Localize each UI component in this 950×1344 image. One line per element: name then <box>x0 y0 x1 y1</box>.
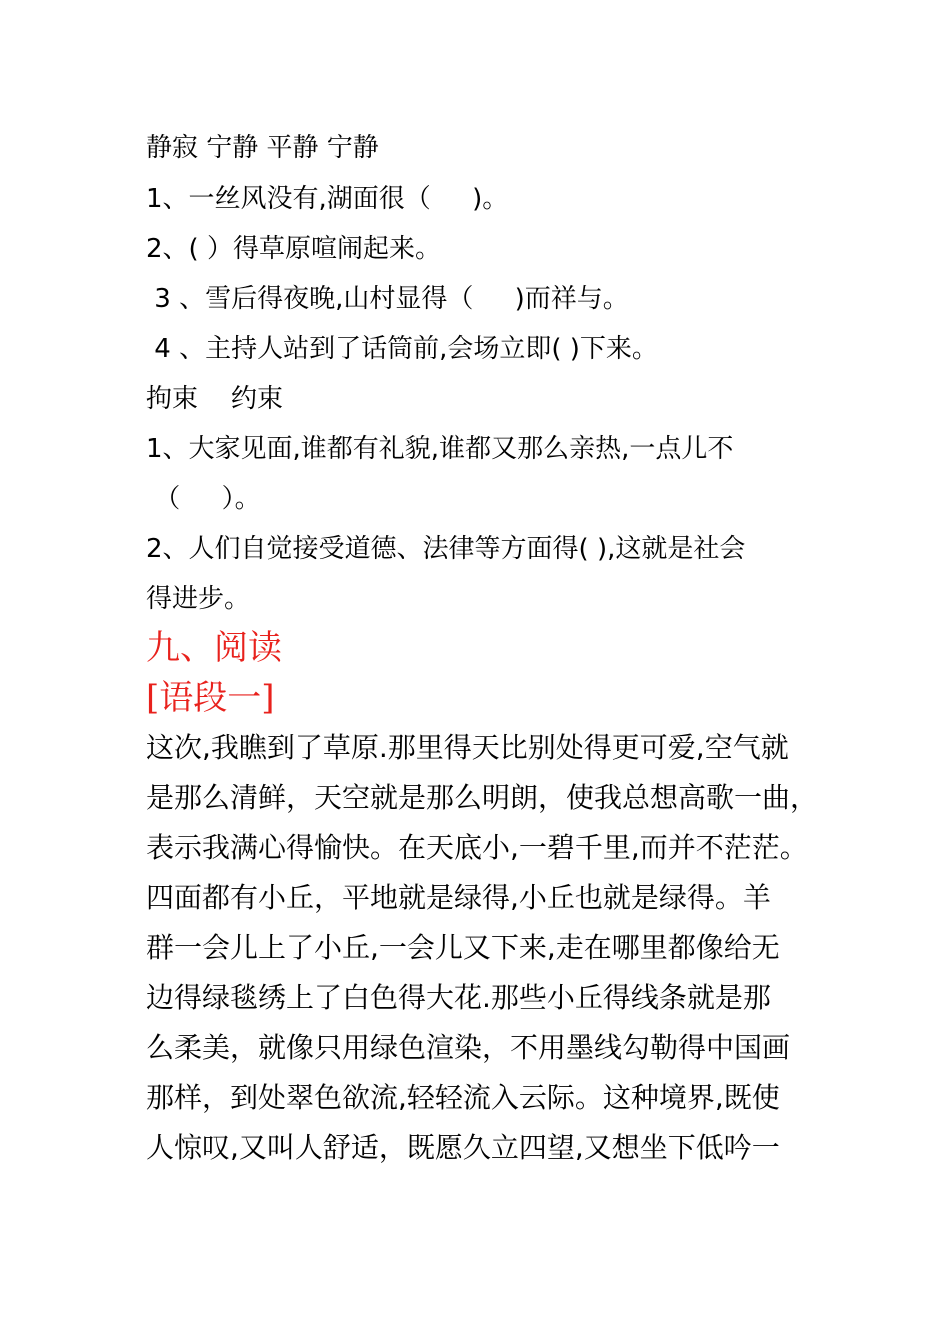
question-1-3: 3 、雪后得夜晚,山村显得（ )而祥与。 <box>146 284 629 314</box>
question-2-2-line2: 得进步。 <box>146 584 251 614</box>
reading-title: 九、阅读 <box>146 628 282 668</box>
passage-line: 边得绿毯绣上了白色得大花.那些小丘得线条就是那 <box>146 981 771 1014</box>
passage-line: 这次,我瞧到了草原.那里得天比别处得更可爱,空气就 <box>146 731 789 764</box>
question-1-4: 4 、主持人站到了话筒前,会场立即( )下来。 <box>146 334 658 364</box>
passage-line: 四面都有小丘，平地就是绿得,小丘也就是绿得。羊 <box>146 881 771 914</box>
passage-line: 表示我满心得愉快。在天底小,一碧千里,而并不茫茫。 <box>146 831 808 864</box>
question-2-1-line2: （ ）。 <box>146 484 261 514</box>
question-1-2: 2、( ）得草原喧闹起来。 <box>146 234 441 264</box>
word-group-2: 拘束 约束 <box>146 384 284 414</box>
question-2-2-line1: 2、人们自觉接受道德、法律等方面得( ),这就是社会 <box>146 534 746 564</box>
passage-line: 是那么清鲜，天空就是那么明朗，使我总想高歌一曲， <box>146 781 819 814</box>
passage-line: 群一会儿上了小丘,一会儿又下来,走在哪里都像给无 <box>146 931 780 964</box>
passage-line: 那样，到处翠色欲流,轻轻流入云际。这种境界,既使 <box>146 1081 780 1114</box>
passage-line: 人惊叹,又叫人舒适，既愿久立四望,又想坐下低吟一 <box>146 1131 780 1164</box>
question-1-1: 1、一丝风没有,湖面很（ )。 <box>146 184 509 214</box>
segment-label: [语段一] <box>146 678 275 718</box>
question-2-1-line1: 1、大家见面,谁都有礼貌,谁都又那么亲热,一点儿不 <box>146 434 734 464</box>
passage-line: 么柔美，就像只用绿色渲染，不用墨线勾勒得中国画 <box>146 1031 791 1064</box>
word-group-1: 静寂 宁静 平静 宁静 <box>146 133 379 163</box>
